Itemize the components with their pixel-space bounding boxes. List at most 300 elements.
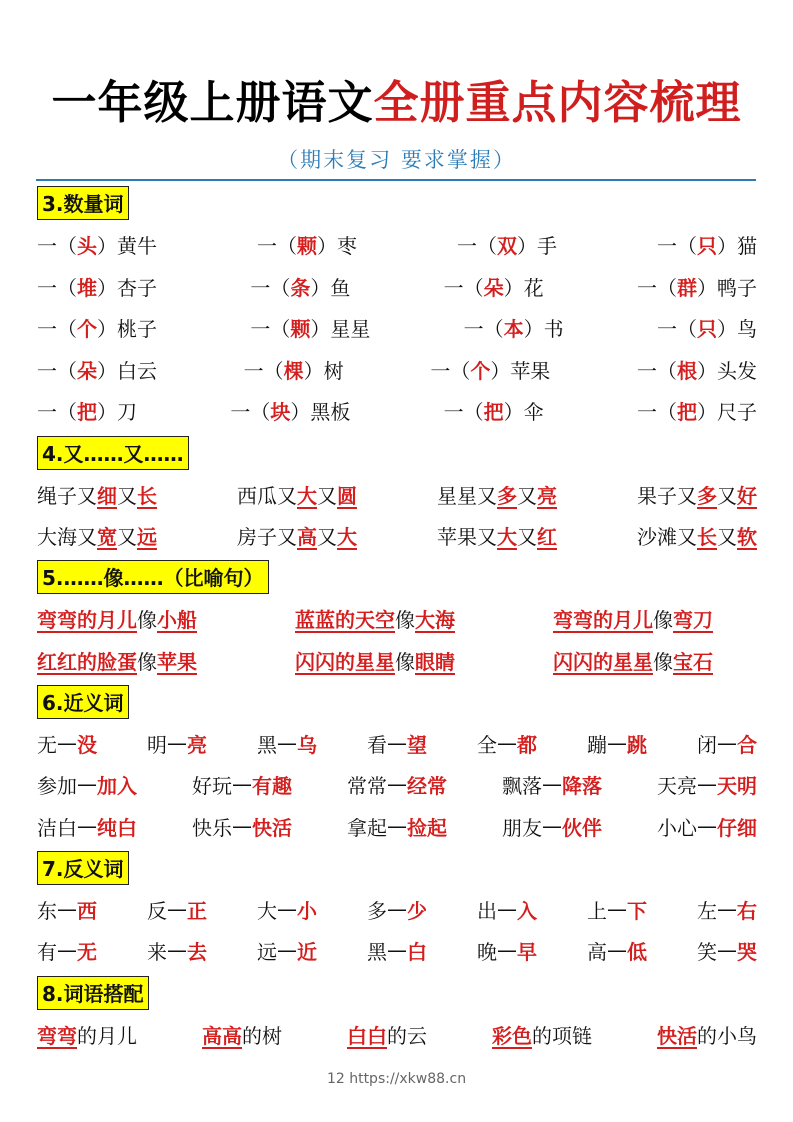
- paren-open: （: [57, 275, 77, 300]
- synonym-pair: [347, 812, 447, 841]
- you-you-connector: 又: [277, 483, 297, 508]
- quantifier-item: [444, 396, 544, 425]
- you-you-answer-a: 多: [697, 483, 717, 508]
- you-you-noun: 西瓜: [237, 483, 277, 508]
- paren-open: （: [656, 275, 677, 300]
- synonym-pair: [37, 812, 137, 841]
- antonym-pair-dash: —: [387, 938, 407, 962]
- you-you-connector: 又: [677, 483, 697, 508]
- antonym-pair-word: 高: [587, 939, 607, 964]
- synonym-pair-dash: —: [497, 731, 517, 755]
- paren-close: ）: [97, 316, 117, 341]
- synonym-pair-answer: 加入: [97, 773, 137, 798]
- antonym-pair-answer: 下: [627, 898, 647, 923]
- paren-close: ）: [97, 275, 117, 300]
- antonym-pair: [37, 895, 97, 924]
- simile-connector: 像: [137, 607, 157, 632]
- paren-close: ）: [716, 316, 737, 341]
- antonym-pair-dash: —: [497, 897, 517, 921]
- synonym-pair: [697, 729, 757, 758]
- quantifier-noun: 猫: [737, 233, 757, 258]
- synonym-pair: [257, 729, 317, 758]
- content-row: [37, 228, 757, 260]
- paren-open: （: [483, 316, 504, 341]
- quantifier-noun: 黑板: [310, 399, 351, 424]
- synonym-pair-word: 看: [367, 732, 387, 757]
- you-you-connector: 又: [77, 524, 97, 549]
- synonym-pair: [657, 770, 757, 799]
- collocation-noun: 的树: [242, 1023, 282, 1048]
- paren-close: ）: [503, 275, 524, 300]
- synonym-pair-answer: 捡起: [407, 815, 447, 840]
- title-divider: [36, 179, 756, 181]
- you-you-item: [237, 521, 357, 550]
- antonym-pair-word: 东: [37, 898, 57, 923]
- synonym-pair: [347, 770, 447, 799]
- content-row: [37, 602, 757, 634]
- content-row: [37, 727, 757, 759]
- you-you-answer-a: 细: [97, 483, 117, 508]
- antonym-pair-word: 大: [257, 898, 277, 923]
- quantifier-answer: 个: [470, 358, 491, 383]
- quantifier-item: [230, 396, 350, 425]
- simile-connector: 像: [137, 649, 157, 674]
- quantifier-answer: 棵: [283, 358, 304, 383]
- quantifier-prefix: 一: [636, 399, 657, 424]
- quantifier-answer: 头: [77, 233, 97, 258]
- paren-open: （: [57, 233, 77, 258]
- antonym-pair-word: 出: [477, 898, 497, 923]
- synonym-pair-dash: —: [167, 731, 187, 755]
- antonym-pair-dash: —: [607, 938, 627, 962]
- synonym-pair-answer: 纯白: [97, 815, 137, 840]
- synonym-pair-answer: 有趣: [252, 773, 292, 798]
- content-row: [37, 353, 757, 385]
- paren-close: ）: [303, 358, 324, 383]
- synonym-pair-word: 拿起: [347, 815, 387, 840]
- you-you-noun: 房子: [237, 524, 277, 549]
- antonym-pair: [37, 936, 97, 965]
- quantifier-noun: 鸟: [736, 316, 757, 341]
- quantifier-noun: 树: [323, 358, 344, 383]
- simile-item: [295, 646, 553, 675]
- antonym-pair-dash: —: [167, 897, 187, 921]
- synonym-pair-answer: 乌: [297, 732, 317, 757]
- synonym-pair-dash: —: [542, 772, 562, 796]
- quantifier-item: [457, 230, 557, 259]
- paren-close: ）: [317, 233, 337, 258]
- quantifier-item: [464, 313, 564, 342]
- collocation-item: [37, 1020, 137, 1049]
- synonym-pair-word: 闭: [697, 732, 717, 757]
- section-heading-you-you: 4.又……又……: [37, 436, 189, 470]
- you-you-item: [37, 521, 157, 550]
- paren-close: ）: [490, 358, 511, 383]
- you-you-answer-a: 宽: [97, 524, 117, 549]
- antonym-pair: [587, 895, 647, 924]
- antonym-pair: [587, 936, 647, 965]
- you-you-answer-a: 长: [697, 524, 717, 549]
- quantifier-item: [637, 272, 757, 301]
- title-part-black: 一年级上册语文: [51, 76, 374, 129]
- you-you-answer-a: 高: [297, 524, 317, 549]
- quantifier-noun: 苹果: [510, 358, 551, 383]
- you-you-answer-a: 大: [497, 524, 517, 549]
- quantifier-answer: 把: [77, 399, 97, 424]
- simile-object: 眼睛: [415, 649, 455, 674]
- quantifier-item: [37, 313, 157, 342]
- section-heading-synonyms: 6.近义词: [37, 685, 129, 719]
- paren-close: ）: [290, 399, 311, 424]
- synonym-pair: [502, 812, 602, 841]
- synonym-pair-answer: 经常: [407, 773, 447, 798]
- collocation-modifier: 彩色: [492, 1023, 532, 1048]
- you-you-noun: 星星: [437, 483, 477, 508]
- simile-connector: 像: [395, 607, 415, 632]
- synonym-pair-answer: 快活: [252, 815, 292, 840]
- paren-open: （: [676, 316, 697, 341]
- antonym-pair-dash: —: [57, 897, 77, 921]
- quantifier-prefix: 一: [37, 233, 57, 258]
- quantifier-noun: 手: [537, 233, 557, 258]
- you-you-connector: 又: [317, 483, 337, 508]
- simile-object: 小船: [157, 607, 197, 632]
- quantifier-item: [257, 230, 357, 259]
- you-you-answer-b: 远: [137, 524, 157, 549]
- antonym-pair-answer: 右: [737, 898, 757, 923]
- collocation-item: [492, 1020, 592, 1049]
- synonym-pair-word: 常常: [347, 773, 387, 798]
- antonym-pair-word: 笑: [697, 939, 717, 964]
- collocation-modifier: 弯弯: [37, 1023, 77, 1048]
- quantifier-prefix: 一: [230, 399, 251, 424]
- quantifier-item: [657, 313, 757, 342]
- quantifier-answer: 朵: [77, 358, 97, 383]
- paren-open: （: [656, 358, 677, 383]
- you-you-connector: 又: [477, 524, 497, 549]
- synonym-pair-answer: 跳: [627, 732, 647, 757]
- antonym-pair-answer: 哭: [737, 939, 757, 964]
- simile-object: 弯刀: [673, 607, 713, 632]
- antonym-pair-answer: 近: [297, 939, 317, 964]
- quantifier-item: [637, 396, 757, 425]
- content-row: [37, 810, 757, 842]
- quantifier-prefix: 一: [37, 316, 57, 341]
- collocation-item: [347, 1020, 427, 1049]
- paren-open: （: [57, 399, 77, 424]
- paren-open: （: [477, 233, 497, 258]
- paren-open: （: [656, 399, 677, 424]
- synonym-pair: [37, 770, 137, 799]
- quantifier-item: [244, 355, 344, 384]
- quantifier-noun: 枣: [337, 233, 357, 258]
- synonym-pair-word: 无: [37, 732, 57, 757]
- you-you-connector: 又: [517, 524, 537, 549]
- quantifier-noun: 尺子: [716, 399, 757, 424]
- content-row: [37, 1018, 757, 1050]
- you-you-connector: 又: [277, 524, 297, 549]
- title-part-red: 全册重点内容梳理: [373, 76, 742, 129]
- quantifier-prefix: 一: [443, 399, 464, 424]
- quantifier-prefix: 一: [37, 275, 57, 300]
- simile-subject: 闪闪的星星: [295, 649, 395, 674]
- collocation-noun: 的月儿: [77, 1023, 137, 1048]
- quantifier-prefix: 一: [656, 316, 677, 341]
- antonym-pair: [697, 895, 757, 924]
- antonym-pair-word: 黑: [367, 939, 387, 964]
- quantifier-answer: 块: [270, 399, 291, 424]
- quantifier-item: [430, 355, 550, 384]
- you-you-noun: 绳子: [37, 483, 77, 508]
- paren-open: （: [277, 233, 297, 258]
- synonym-pair-dash: —: [232, 814, 252, 838]
- quantifier-noun: 书: [543, 316, 564, 341]
- collocation-modifier: 高高: [202, 1023, 242, 1048]
- synonym-pair: [587, 729, 647, 758]
- quantifier-answer: 条: [290, 275, 311, 300]
- quantifier-answer: 颗: [290, 316, 311, 341]
- antonym-pair-answer: 无: [77, 939, 97, 964]
- paren-close: ）: [310, 316, 331, 341]
- collocation-noun: 的项链: [532, 1023, 592, 1048]
- synonym-pair-answer: 降落: [562, 773, 602, 798]
- synonym-pair-answer: 没: [77, 732, 97, 757]
- content-row: [37, 768, 757, 800]
- synonym-pair-dash: —: [277, 731, 297, 755]
- paren-open: （: [270, 275, 291, 300]
- synonym-pair-dash: —: [77, 772, 97, 796]
- simile-subject: 弯弯的月儿: [553, 607, 653, 632]
- you-you-connector: 又: [717, 483, 737, 508]
- content-row: [37, 644, 757, 676]
- synonym-pair: [147, 729, 207, 758]
- synonym-pair-word: 全: [477, 732, 497, 757]
- quantifier-prefix: 一: [430, 358, 451, 383]
- paren-open: （: [57, 316, 77, 341]
- you-you-noun: 苹果: [437, 524, 477, 549]
- quantifier-prefix: 一: [257, 233, 277, 258]
- page-footer: 12 https://xkw88.cn: [326, 1071, 467, 1087]
- antonym-pair: [257, 936, 317, 965]
- antonym-pair-word: 晚: [477, 939, 497, 964]
- you-you-connector: 又: [477, 483, 497, 508]
- paren-open: （: [250, 399, 271, 424]
- antonym-pair: [147, 936, 207, 965]
- you-you-answer-b: 好: [737, 483, 757, 508]
- antonym-pair-answer: 低: [627, 939, 647, 964]
- collocation-noun: 的小鸟: [697, 1023, 757, 1048]
- you-you-item: [637, 521, 757, 550]
- antonym-pair-answer: 正: [187, 898, 207, 923]
- page-subtitle: （期末复习 要求掌握）: [277, 148, 516, 172]
- synonym-pair-word: 蹦: [587, 732, 607, 757]
- antonym-pair-word: 左: [697, 898, 717, 923]
- you-you-item: [237, 480, 357, 509]
- antonym-pair: [257, 895, 317, 924]
- simile-item: [37, 646, 295, 675]
- synonym-pair-word: 洁白: [37, 815, 77, 840]
- you-you-connector: 又: [77, 483, 97, 508]
- paren-open: （: [463, 399, 484, 424]
- content-row: [37, 519, 757, 551]
- simile-subject: 弯弯的月儿: [37, 607, 137, 632]
- you-you-answer-b: 红: [537, 524, 557, 549]
- synonym-pair: [477, 729, 537, 758]
- content-row: [37, 934, 757, 966]
- simile-object: 大海: [415, 607, 455, 632]
- synonym-pair-answer: 仔细: [717, 815, 757, 840]
- content-row: [37, 478, 757, 510]
- quantifier-noun: 伞: [523, 399, 544, 424]
- collocation-item: [202, 1020, 282, 1049]
- antonym-pair-word: 反: [147, 898, 167, 923]
- synonym-pair-dash: —: [607, 731, 627, 755]
- antonym-pair-dash: —: [167, 938, 187, 962]
- content-row: [37, 270, 757, 302]
- synonym-pair-dash: —: [697, 814, 717, 838]
- simile-item: [553, 604, 713, 633]
- antonym-pair-answer: 白: [407, 939, 427, 964]
- synonym-pair-dash: —: [697, 772, 717, 796]
- you-you-answer-b: 软: [737, 524, 757, 549]
- paren-close: ）: [97, 399, 117, 424]
- antonym-pair-dash: —: [607, 897, 627, 921]
- you-you-connector: 又: [117, 483, 137, 508]
- synonym-pair: [502, 770, 602, 799]
- you-you-noun: 沙滩: [637, 524, 677, 549]
- you-you-answer-b: 大: [337, 524, 357, 549]
- you-you-connector: 又: [117, 524, 137, 549]
- quantifier-noun: 白云: [117, 358, 157, 383]
- simile-connector: 像: [653, 607, 673, 632]
- collocation-modifier: 白白: [347, 1023, 387, 1048]
- you-you-answer-a: 多: [497, 483, 517, 508]
- quantifier-item: [250, 313, 370, 342]
- simile-item: [295, 604, 553, 633]
- antonym-pair: [147, 895, 207, 924]
- paren-close: ）: [696, 275, 717, 300]
- quantifier-noun: 刀: [117, 399, 137, 424]
- simile-subject: 红红的脸蛋: [37, 649, 137, 674]
- synonym-pair-dash: —: [57, 731, 77, 755]
- quantifier-answer: 个: [77, 316, 97, 341]
- synonym-pair-answer: 天明: [717, 773, 757, 798]
- quantifier-answer: 本: [503, 316, 524, 341]
- simile-object: 苹果: [157, 649, 197, 674]
- paren-close: ）: [97, 233, 117, 258]
- quantifier-prefix: 一: [250, 275, 271, 300]
- quantifier-prefix: 一: [243, 358, 264, 383]
- paren-close: ）: [523, 316, 544, 341]
- antonym-pair: [477, 895, 537, 924]
- synonym-pair-word: 小心: [657, 815, 697, 840]
- antonym-pair-answer: 早: [517, 939, 537, 964]
- synonym-pair-dash: —: [387, 731, 407, 755]
- paren-close: ）: [503, 399, 524, 424]
- content-row: [37, 311, 757, 343]
- quantifier-prefix: 一: [636, 358, 657, 383]
- collocation-item: [657, 1020, 757, 1049]
- quantifier-answer: 只: [696, 316, 717, 341]
- antonym-pair-dash: —: [57, 938, 77, 962]
- synonym-pair-word: 快乐: [192, 815, 232, 840]
- quantifier-answer: 颗: [297, 233, 317, 258]
- collocation-modifier: 快活: [657, 1023, 697, 1048]
- you-you-item: [37, 480, 157, 509]
- section-heading-quantifiers: 3.数量词: [37, 186, 129, 220]
- synonym-pair-word: 明: [147, 732, 167, 757]
- simile-connector: 像: [395, 649, 415, 674]
- quantifier-answer: 群: [676, 275, 697, 300]
- synonym-pair-dash: —: [387, 772, 407, 796]
- synonym-pair: [367, 729, 427, 758]
- synonym-pair-dash: —: [232, 772, 252, 796]
- collocation-noun: 的云: [387, 1023, 427, 1048]
- quantifier-answer: 朵: [483, 275, 504, 300]
- paren-open: （: [57, 358, 77, 383]
- synonym-pair-answer: 望: [407, 732, 427, 757]
- simile-object: 宝石: [673, 649, 713, 674]
- synonym-pair-dash: —: [542, 814, 562, 838]
- antonym-pair-answer: 小: [297, 898, 317, 923]
- paren-close: ）: [717, 233, 737, 258]
- quantifier-answer: 堆: [77, 275, 97, 300]
- antonym-pair: [477, 936, 537, 965]
- content-row: [37, 394, 757, 426]
- paren-open: （: [263, 358, 284, 383]
- quantifier-item: [637, 355, 757, 384]
- quantifier-noun: 鱼: [330, 275, 351, 300]
- simile-connector: 像: [653, 649, 673, 674]
- you-you-answer-b: 长: [137, 483, 157, 508]
- you-you-noun: 果子: [637, 483, 677, 508]
- you-you-item: [437, 480, 557, 509]
- you-you-connector: 又: [717, 524, 737, 549]
- antonym-pair-dash: —: [277, 938, 297, 962]
- quantifier-answer: 把: [483, 399, 504, 424]
- antonym-pair-answer: 去: [187, 939, 207, 964]
- quantifier-item: [444, 272, 544, 301]
- paren-close: ）: [696, 358, 717, 383]
- quantifier-prefix: 一: [463, 316, 484, 341]
- paren-open: （: [270, 316, 291, 341]
- synonym-pair-word: 朋友: [502, 815, 542, 840]
- synonym-pair: [657, 812, 757, 841]
- you-you-answer-b: 圆: [337, 483, 357, 508]
- paren-close: ）: [696, 399, 717, 424]
- synonym-pair-dash: —: [77, 814, 97, 838]
- quantifier-item: [37, 272, 157, 301]
- synonym-pair-word: 飘落: [502, 773, 542, 798]
- quantifier-noun: 桃子: [117, 316, 157, 341]
- antonym-pair-dash: —: [717, 897, 737, 921]
- synonym-pair-answer: 伙伴: [562, 815, 602, 840]
- antonym-pair-word: 来: [147, 939, 167, 964]
- synonym-pair: [37, 729, 97, 758]
- you-you-answer-b: 亮: [537, 483, 557, 508]
- simile-item: [553, 646, 713, 675]
- quantifier-noun: 鸭子: [716, 275, 757, 300]
- synonym-pair-word: 黑: [257, 732, 277, 757]
- synonym-pair-answer: 亮: [187, 732, 207, 757]
- you-you-connector: 又: [677, 524, 697, 549]
- quantifier-prefix: 一: [250, 316, 271, 341]
- antonym-pair-dash: —: [387, 897, 407, 921]
- quantifier-noun: 杏子: [117, 275, 157, 300]
- paren-open: （: [677, 233, 697, 258]
- you-you-connector: 又: [517, 483, 537, 508]
- synonym-pair: [192, 770, 292, 799]
